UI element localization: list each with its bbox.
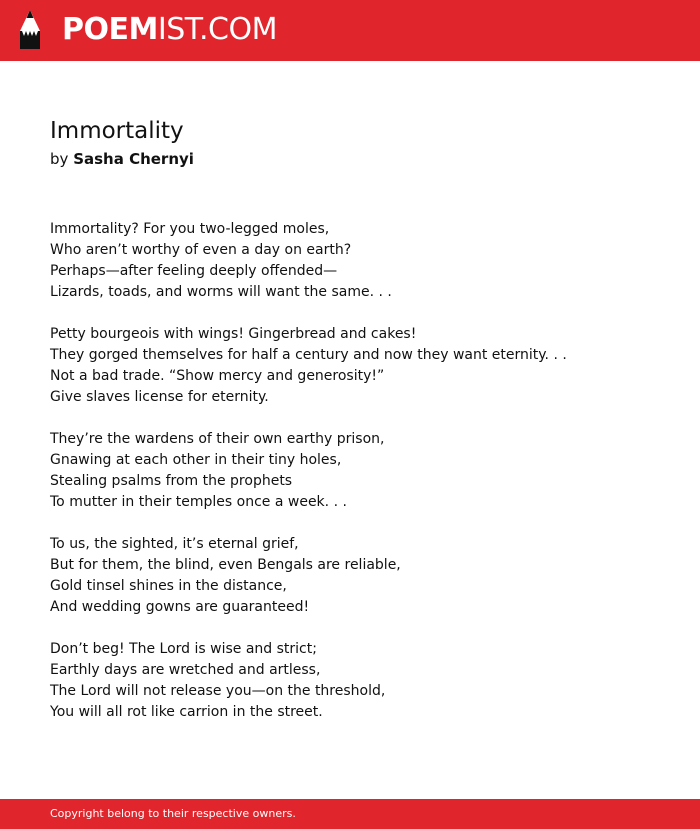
poem-line: And wedding gowns are guaranteed! — [50, 599, 310, 615]
poem-line: Immortality? For you two-legged moles, — [50, 221, 330, 237]
poem-line: Lizards, toads, and worms will want the same. . . — [50, 284, 392, 300]
poem-line: Gold tinsel shines in the distance, — [50, 578, 287, 594]
poem-line: Earthly days are wretched and artless, — [50, 662, 321, 678]
stanza — [50, 429, 670, 513]
poem-line: Don’t beg! The Lord is wise and strict; — [50, 641, 317, 657]
site-logo[interactable] — [62, 12, 277, 48]
stanza — [50, 639, 670, 723]
by-label: by — [50, 150, 69, 168]
poem-line: The Lord will not release you—on the threshold, — [50, 683, 386, 699]
poem-title: Immortality — [50, 118, 184, 144]
poem-line: Not a bad trade. “Show mercy and generosity!” — [50, 368, 385, 384]
footer-bar — [0, 799, 700, 829]
poem-line: They gorged themselves for half a century and now they want eternity. . . — [50, 347, 567, 363]
brand-light: IST.COM — [157, 12, 277, 47]
poem-line: Gnawing at each other in their tiny holes, — [50, 452, 342, 468]
brand-bold: POEM — [62, 12, 158, 47]
poem-line: But for them, the blind, even Bengals are reliable, — [50, 557, 401, 573]
stanza — [50, 534, 670, 618]
poem-line: Perhaps—after feeling deeply offended— — [50, 263, 338, 279]
header-bar — [0, 0, 700, 61]
poem-line: Who aren’t worthy of even a day on earth? — [50, 242, 352, 258]
poem-line: Petty bourgeois with wings! Gingerbread and cakes! — [50, 326, 417, 342]
author-name: Sasha Chernyi — [73, 150, 194, 168]
poem-line: To mutter in their temples once a week. . . — [50, 494, 347, 510]
byline — [50, 148, 194, 170]
pencil-icon — [16, 9, 44, 51]
poem-line: They’re the wardens of their own earthy prison, — [50, 431, 385, 447]
stanza — [50, 219, 670, 303]
poem-body — [50, 219, 670, 744]
poem-line: Give slaves license for eternity. — [50, 389, 269, 405]
poem-line: Stealing psalms from the prophets — [50, 473, 293, 489]
poem-line: To us, the sighted, it’s eternal grief, — [50, 536, 299, 552]
stanza — [50, 324, 670, 408]
poem-line: You will all rot like carrion in the street. — [50, 704, 323, 720]
copyright-text: Copyright belong to their respective owners. — [50, 807, 296, 820]
